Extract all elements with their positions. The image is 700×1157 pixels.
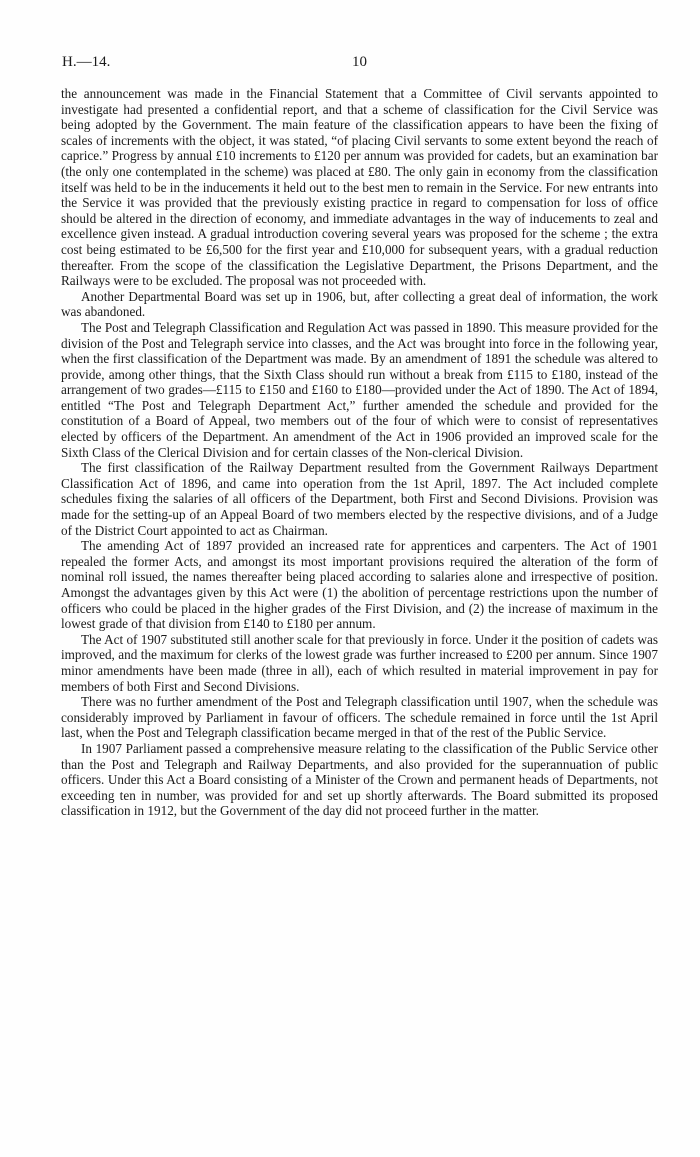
- paragraph-amending-act-1897: The amending Act of 1897 provided an increased rate for apprentices and carpenters. The Act of 1901 repealed the former Acts, and amongst its most important provisions required the alteration of the form of nominal roll issued, the names thereafter being placed according to salaries alone and irrespective of position. Amongst the advantages given by this Act were (1) the abolition of percentage restrictions upon the number of officers who could be placed in the higher grades of the First Division, and (2) the increase of maximum in the lowest grade of that division from £140 to £180 per annum.: [61, 538, 658, 632]
- page-number: 10: [352, 54, 367, 70]
- paragraph-departmental-board-1906: Another Departmental Board was set up in 1906, but, after collecting a great deal of information, the work was abandoned.: [61, 288, 658, 320]
- document-reference: H.—14.: [62, 54, 111, 70]
- paragraph-post-telegraph-act-1890: The Post and Telegraph Classification and Regulation Act was passed in 1890. This measure provided for the division of the Post and Telegraph service into classes, and the Act was brought into force in the following year, when the first classification of the Department was made. By an amendment of 1891 the schedule was altered to provide, among other things, that the Sixth Class should run without a break from £115 to £180, instead of the arrangement of two grades—£115 to £150 and £160 to £180—provided under the Act of 1890. The Act of 1894, entitled “The Post and Telegraph Department Act,” further amended the schedule and provided for the constitution of a Board of Appeal, two members out of the four of which were to consist of representatives elected by officers of the Department. An amendment of the Act in 1906 provided an improved scale for the Sixth Class of the Clerical Division and for certain classes of the Non-clerical Division.: [61, 319, 658, 460]
- paragraph-act-1907: The Act of 1907 substituted still another scale for that previously in force. Under it the position of cadets was improved, and the maximum for clerks of the lowest grade was further increased to £200 per annum. Since 1907 minor amendments have been made (three in all), each of which resulted in material improvement in pay for members of both First and Second Divisions.: [61, 631, 658, 694]
- paragraph-continuation: the announcement was made in the Financial Statement that a Committee of Civil servants appointed to investigate had presented a confidential report, and that a scheme of classification for the Civil Service was being adopted by the Government. The main feature of the classification appears to have been the fixing of scales of increments with the object, it was stated, “of placing Civil servants to some extent beyond the reach of caprice.” Progress by annual £10 increments to £120 per annum was provided for cadets, but an examination bar (the only one contemplated in the scheme) was placed at £80. The only gain in economy from the classification itself was held to be in the inducements it held out to the best men to remain in the Service. For new entrants into the Service it was provided that the previously existing practice in regard to compensation for loss of office should be altered in the direction of economy, and immediate advantages in the way of inducements to zeal and excellence given instead. A gradual introduction covering several years was proposed for the scheme ; the extra cost being estimated to be £6,500 for the first year and £10,000 for subsequent years, with a gradual reduction thereafter. From the scope of the classification the Legislative Department, the Prisons Department, and the Railways were to be excluded. The proposal was not proceeded with.: [61, 86, 658, 289]
- body-text: [61, 86, 658, 819]
- page-header: [62, 54, 657, 76]
- paragraph-railway-classification: The first classification of the Railway Department resulted from the Government Railways Department Classification Act of 1896, and came into operation from the 1st April, 1897. The Act included complete schedules fixing the salaries of all officers of the Department, both First and Second Divisions. Provision was made for the setting-up of an Appeal Board of two members elected by the respective divisions, and of a Judge of the District Court appointed to act as Chairman.: [61, 460, 658, 538]
- paragraph-parliament-1907: In 1907 Parliament passed a comprehensive measure relating to the classification of the Public Service other than the Post and Telegraph and Railway Departments, and also provided for the superannuation of public officers. Under this Act a Board consisting of a Minister of the Crown and permanent heads of Departments, not exceeding ten in number, was provided for and set up shortly afterwards. The Board submitted its proposed classification in 1912, but the Government of the day did not proceed further in the matter.: [61, 740, 658, 819]
- paragraph-post-telegraph-amendment: There was no further amendment of the Post and Telegraph classification until 1907, when the schedule was considerably improved by Parliament in favour of officers. The schedule remained in force until the 1st April last, when the Post and Telegraph classification became merged in that of the rest of the Public Service.: [61, 694, 658, 741]
